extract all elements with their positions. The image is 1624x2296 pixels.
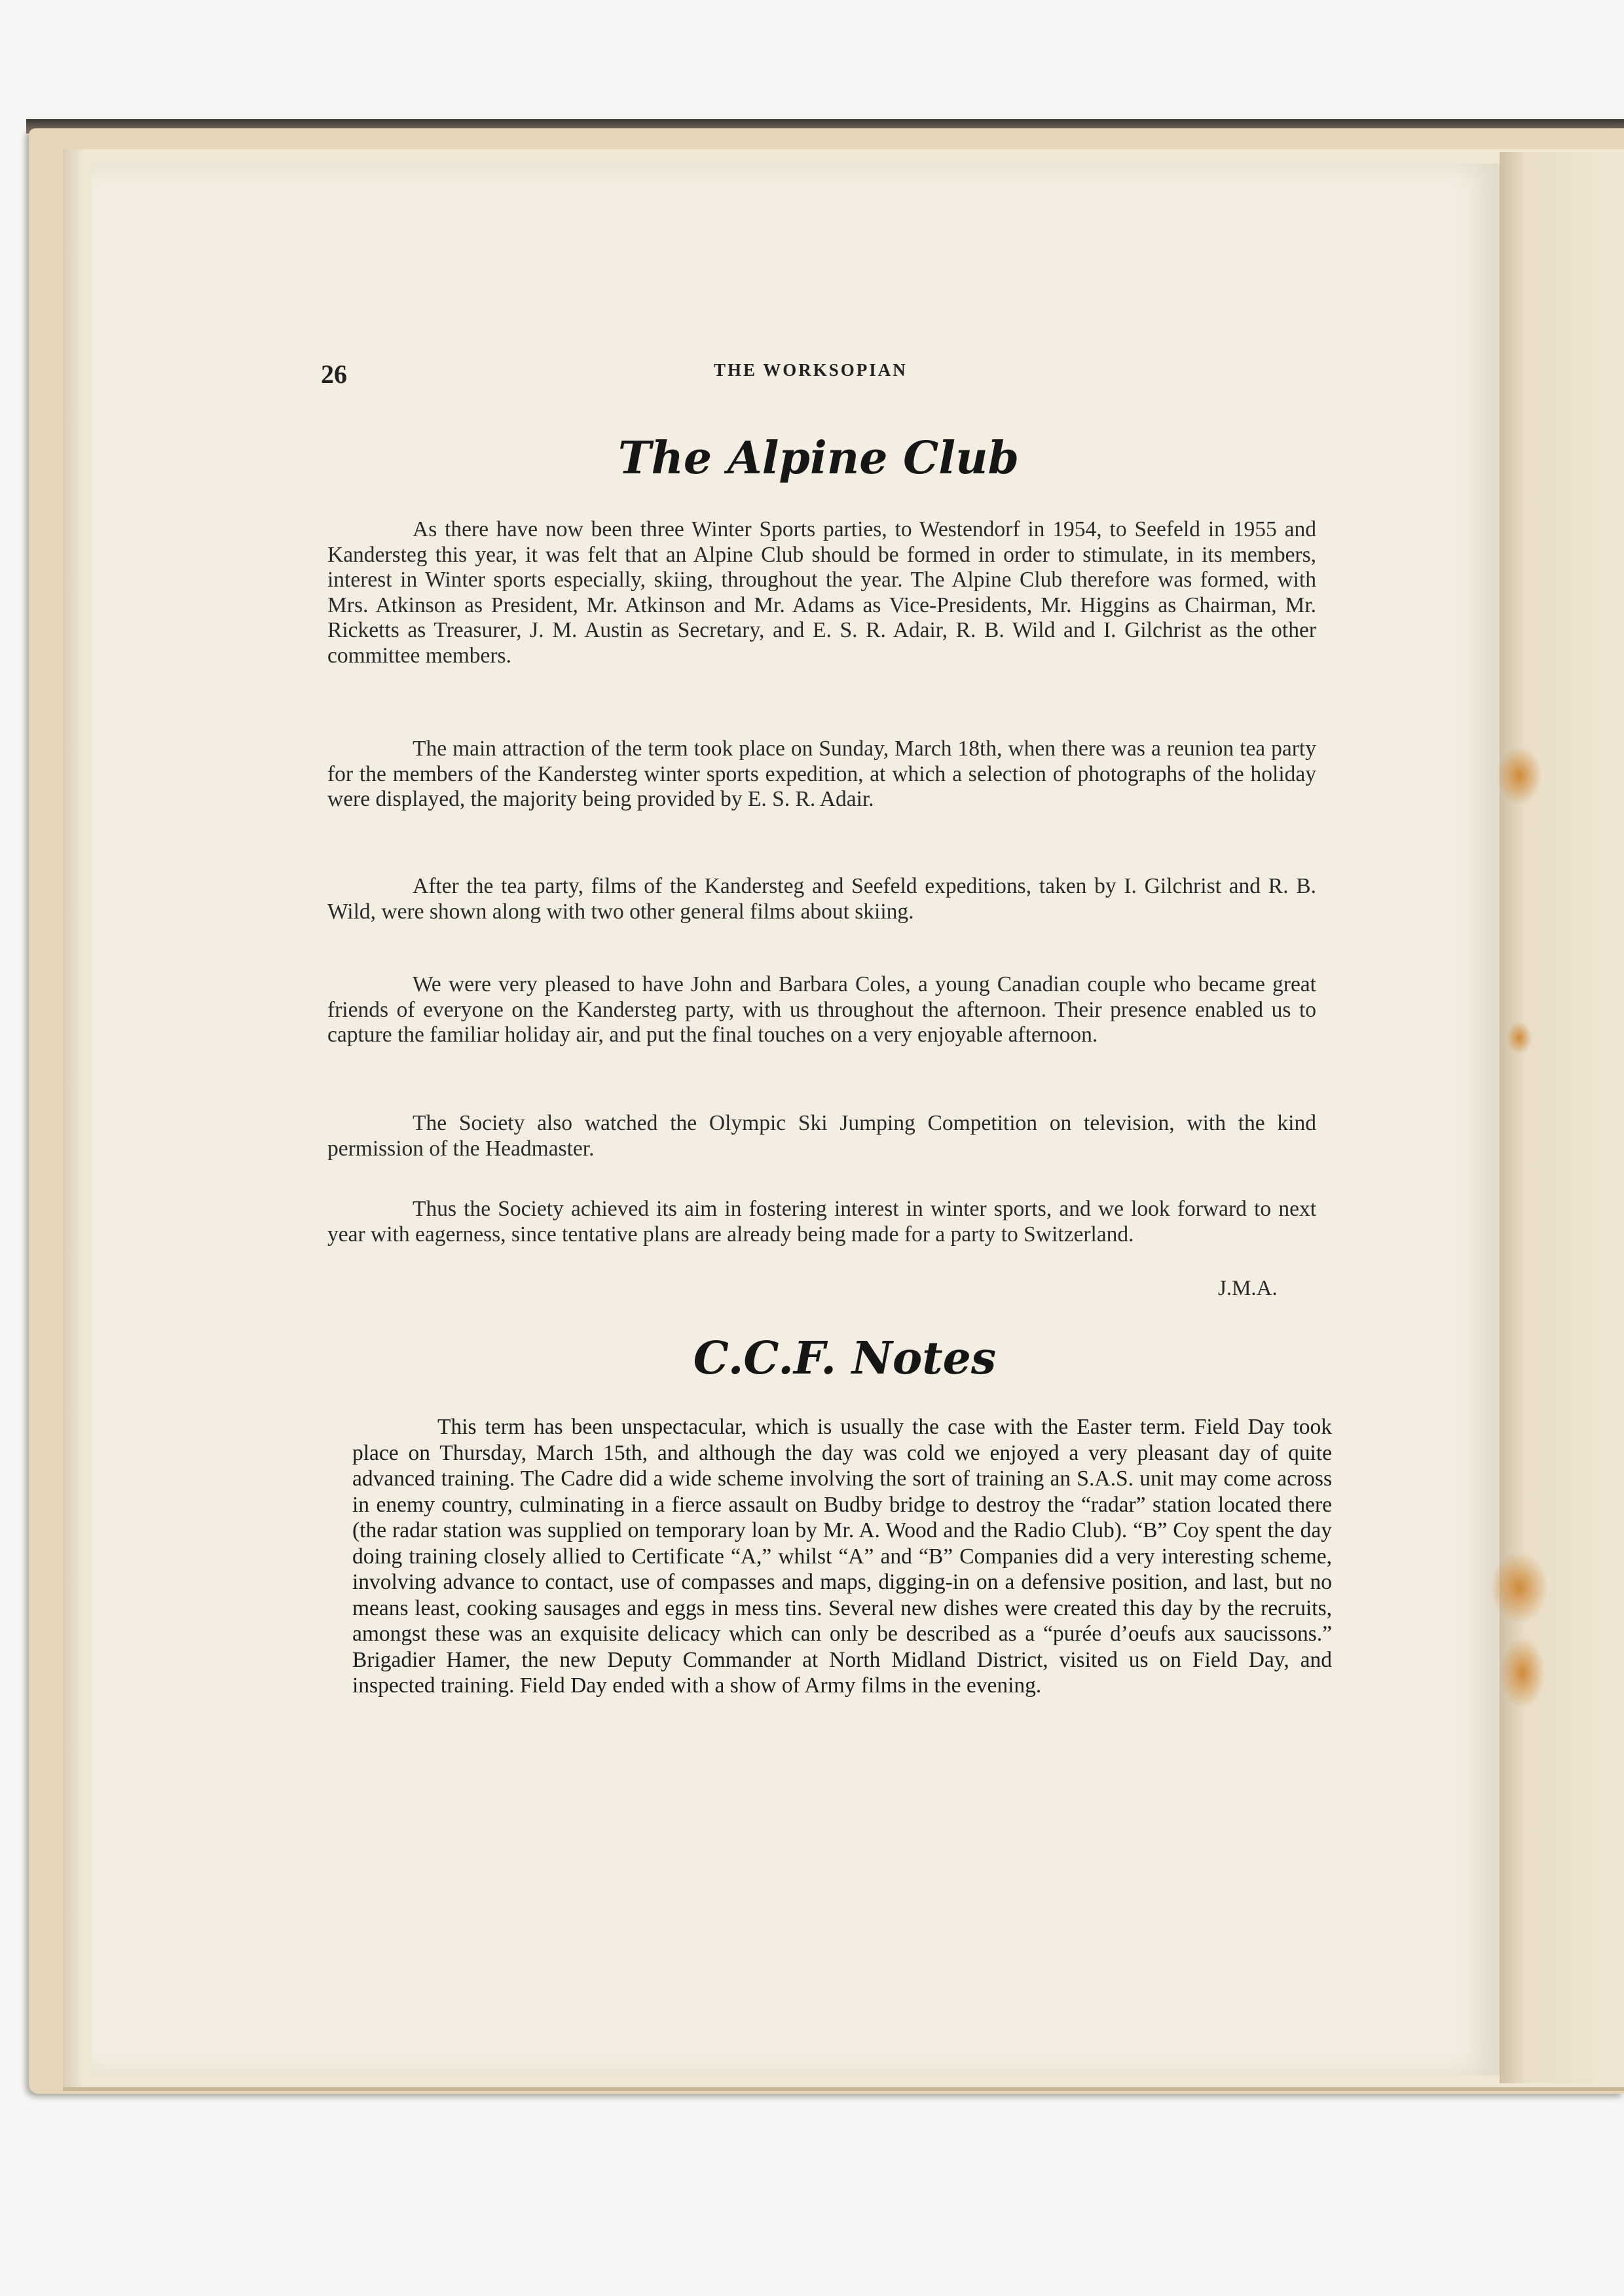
article-paragraph: The main attraction of the term took place on Sunday, March 18th, when there was a reunion tea party for the members of the Kandersteg winter sports expedition, at which a selection of photographs of the holiday were displayed, the majority being provided by E. S. R. Adair. xyxy=(327,737,1316,811)
article-paragraph: We were very pleased to have John and Barbara Coles, a young Canadian couple who became great friends of everyone on the Kandersteg party, with us throughout the afternoon. Their presence enabled us to capture the familiar holiday air, and put the final touches on a very enjoyable afternoon. xyxy=(327,972,1316,1047)
article-paragraph: As there have now been three Winter Sports parties, to Westendorf in 1954, to Seefeld in 1955 and Kandersteg this year, it was felt that an Alpine Club should be formed in order to stimulate, in its members, interest in Winter sports especially, skiing, throughout the year. The Alpine Club therefore was formed, with Mrs. Atkinson as President, Mr. Atkinson and Mr. Adams as Vice-Presidents, Mr. Higgins as Chairman, Mr. Ricketts as Treasurer, J. M. Austin as Secretary, and E. S. R. Adair, R. B. Wild and I. Gilchrist as the other committee members. xyxy=(327,517,1316,668)
foxing-stain xyxy=(1490,1552,1549,1624)
article-paragraph: After the tea party, films of the Kandersteg and Seefeld expeditions, taken by I. Gilchrist and R. B. Wild, were shown along with two other general films about skiing. xyxy=(327,874,1316,924)
alpine-club-title: The Alpine Club xyxy=(618,432,1020,484)
article-paragraph: Thus the Society achieved its aim in fostering interest in winter sports, and we look forward to next year with eagerness, since tentative plans are already being made for a party to Switzerland. xyxy=(327,1197,1316,1247)
ccf-notes-title: C.C.F. Notes xyxy=(693,1332,997,1385)
foxing-stain xyxy=(1496,746,1542,805)
foxing-stain xyxy=(1500,1637,1545,1709)
page-header xyxy=(321,359,1316,398)
article-paragraph: The Society also watched the Olympic Ski Jumping Competition on television, with the kind permission of the Headmaster. xyxy=(327,1111,1316,1161)
author-signature: J.M.A. xyxy=(1218,1277,1278,1300)
foxing-stain xyxy=(1506,1021,1532,1054)
facing-page-edge xyxy=(1500,152,1624,2083)
article-paragraph: This term has been unspectacular, which is usually the case with the Easter term. Field Day took place on Thursday, March 15th, and although the day was cold we enjoyed a very pleasant day of quite advanced training. The Cadre did a wide scheme involving the sort of training an S.A.S. unit may come across in enemy country, culminating in a fierce assault on Budby bridge to destroy the “radar” station located there (the radar station was supplied on temporary loan by Mr. A. Wood and the Radio Club). “B” Coy spent the day doing training closely allied to Certificate “A,” whilst “A” and “B” Companies did a very interesting scheme, involving advance to contact, use of compasses and maps, digging-in on a defensive position, and last, but no means least, cooking sausages and eggs in mess tins. Several new dishes were created this day by the recruits, amongst these was an exquisite delicacy which can only be described as a “purée d’oeufs aux saucissons.” Brigadier Hamer, the new Deputy Commander at North Midland District, visited us on Field Day, and inspected training. Field Day ended with a show of Army films in the evening. xyxy=(352,1415,1332,1698)
running-head: THE WORKSOPIAN xyxy=(714,360,908,380)
page-number: 26 xyxy=(321,359,347,389)
